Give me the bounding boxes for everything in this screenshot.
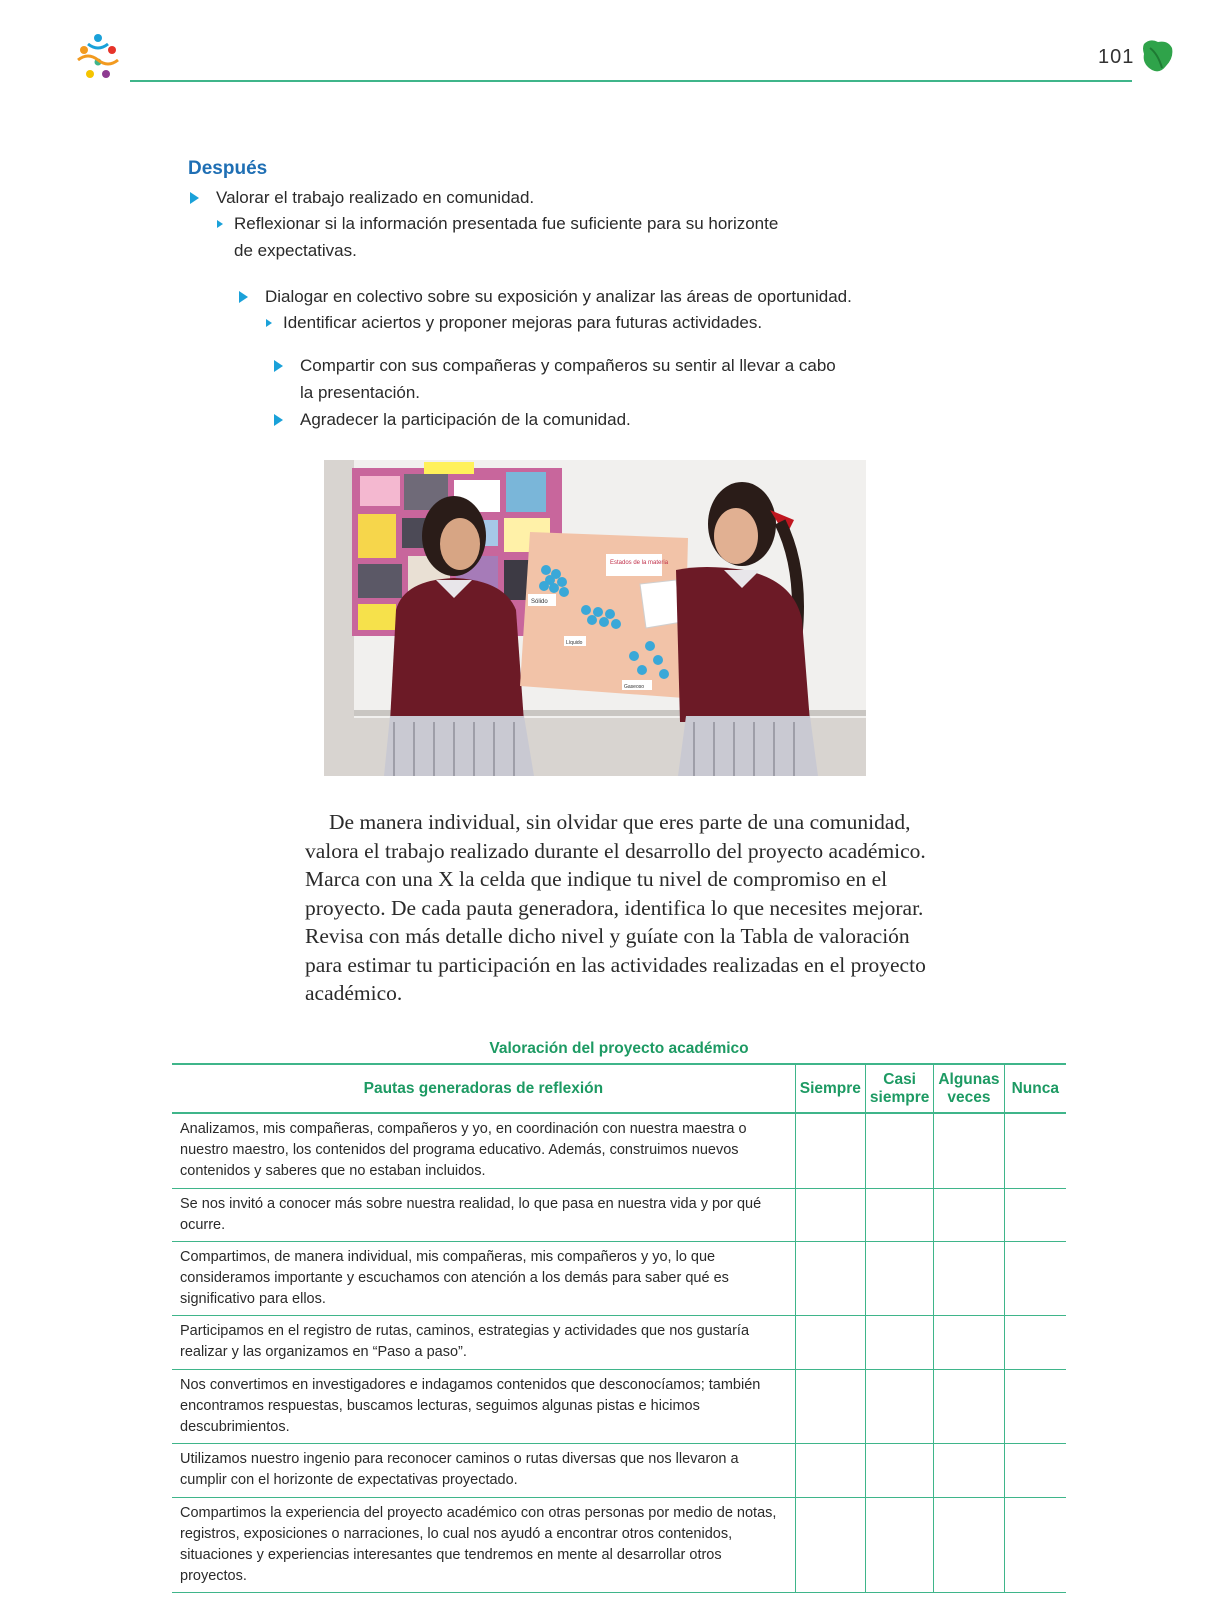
cell-siempre[interactable] [795,1188,865,1241]
table-row [172,1315,1066,1369]
cell-casi-siempre[interactable] [865,1188,933,1241]
bullet-arrow-icon [274,360,283,372]
leaf-icon [1140,38,1174,74]
header-siempre: Siempre [795,1064,865,1113]
bullet-item: Dialogar en colectivo sobre su exposición y analizar las áreas de oportunidad. [265,283,852,310]
header-algunas-veces: Algunas veces [934,1064,1004,1113]
cell-algunas-veces[interactable] [934,1497,1004,1592]
bullet-arrow-icon [239,291,248,303]
cell-nunca[interactable] [1004,1113,1066,1188]
cell-algunas-veces[interactable] [934,1188,1004,1241]
cell-siempre[interactable] [795,1315,865,1369]
table-row [172,1113,1066,1188]
bullet-arrow-icon [274,414,283,426]
bullet-arrow-icon [266,319,272,327]
series-logo-icon [70,30,126,86]
guideline-text: Compartimos, de manera individual, mis compañeras, mis compañeros y yo, lo que consideramos importante y escuchamos con atención a los demás para saber qué es significativo para ellos. [172,1241,795,1315]
assessment-table [172,1063,1066,1593]
sub-bullet-continuation: de expectativas. [234,241,357,260]
cell-siempre[interactable] [795,1443,865,1497]
cell-siempre[interactable] [795,1369,865,1443]
table-row [172,1241,1066,1315]
bullet-continuation: la presentación. [300,383,421,402]
bullet-item: Compartir con sus compañeras y compañeros su sentir al llevar a cabo [300,352,836,379]
guideline-text: Analizamos, mis compañeras, compañeros y yo, en coordinación con nuestra maestra o nuestro maestro, los contenidos del programa educativo. Además, construimos nuevos contenidos y saberes que no estaban incluidos. [172,1113,795,1188]
cell-siempre[interactable] [795,1497,865,1592]
guideline-text: Utilizamos nuestro ingenio para reconocer caminos o rutas diversas que nos llevaron a cumplir con el horizonte de expectativas proyectado. [172,1443,795,1497]
cell-nunca[interactable] [1004,1443,1066,1497]
table-caption: Valoración del proyecto académico [489,1040,749,1057]
poster-label-solid: Sólido [531,599,548,605]
cell-nunca[interactable] [1004,1241,1066,1315]
cell-siempre[interactable] [795,1113,865,1188]
cell-algunas-veces[interactable] [934,1315,1004,1369]
table-row [172,1443,1066,1497]
sub-bullet-item: Reflexionar si la información presentada fue suficiente para su horizonte [234,210,778,237]
cell-nunca[interactable] [1004,1497,1066,1592]
table-row [172,1369,1066,1443]
cell-nunca[interactable] [1004,1188,1066,1241]
cell-casi-siempre[interactable] [865,1369,933,1443]
cell-algunas-veces[interactable] [934,1443,1004,1497]
poster-title-label: Estados de la materia [610,560,669,566]
table-row [172,1497,1066,1592]
guideline-text: Se nos invitó a conocer más sobre nuestra realidad, lo que pasa en nuestra vida y por qué ocurre. [172,1188,795,1241]
table-header-row [172,1064,1066,1113]
bullet-arrow-icon [217,220,223,228]
cell-algunas-veces[interactable] [934,1369,1004,1443]
cell-siempre[interactable] [795,1241,865,1315]
bullet-item: Agradecer la participación de la comunidad. [300,406,631,433]
header-guidelines: Pautas generadoras de reflexión [172,1064,795,1113]
classroom-photo [324,460,866,776]
guideline-text: Nos convertimos en investigadores e indagamos contenidos que desconocíamos; también encontramos respuestas, buscamos lecturas, seguimos algunas pistas e hicimos descubrimientos. [172,1369,795,1443]
cell-algunas-veces[interactable] [934,1113,1004,1188]
poster-label-liquid: Líquido [566,640,583,646]
bullet-arrow-icon [190,192,199,204]
guideline-text: Participamos en el registro de rutas, caminos, estrategias y actividades que nos gustaría realizar y las organizamos en “Paso a paso”. [172,1315,795,1369]
instruction-paragraph: De manera individual, sin olvidar que eres parte de una comunidad, valora el trabajo realizado durante el desarrollo del proyecto académico. Marca con una X la celda que indique tu nivel de compromiso en el proyecto. De cada pauta generadora, identifica lo que necesites mejorar. Revisa con más detalle dicho nivel y guíate con la Tabla de valoración para estimar tu participación en las actividades realizadas en el proyecto académico. [305,810,926,1005]
bullet-item: Valorar el trabajo realizado en comunidad. [216,184,534,211]
guideline-text: Compartimos la experiencia del proyecto académico con otras personas por medio de notas, registros, exposiciones o narraciones, lo cual nos ayudó a encontrar otros contenidos, situaciones y experiencias interesantes que tendremos en mente al desarrollar otros proyectos. [172,1497,795,1592]
cell-casi-siempre[interactable] [865,1241,933,1315]
cell-casi-siempre[interactable] [865,1315,933,1369]
cell-nunca[interactable] [1004,1315,1066,1369]
cell-casi-siempre[interactable] [865,1497,933,1592]
sub-bullet-item: Identificar aciertos y proponer mejoras para futuras actividades. [283,309,762,336]
poster-label-gas: Gaseoso [624,684,645,690]
cell-casi-siempre[interactable] [865,1113,933,1188]
table-row [172,1188,1066,1241]
page-number: 101 [1098,46,1135,68]
cell-nunca[interactable] [1004,1369,1066,1443]
cell-algunas-veces[interactable] [934,1241,1004,1315]
header-nunca: Nunca [1004,1064,1066,1113]
header-casi-siempre: Casi siempre [865,1064,933,1113]
header-rule [130,80,1132,82]
section-title: Después [188,158,268,179]
cell-casi-siempre[interactable] [865,1443,933,1497]
